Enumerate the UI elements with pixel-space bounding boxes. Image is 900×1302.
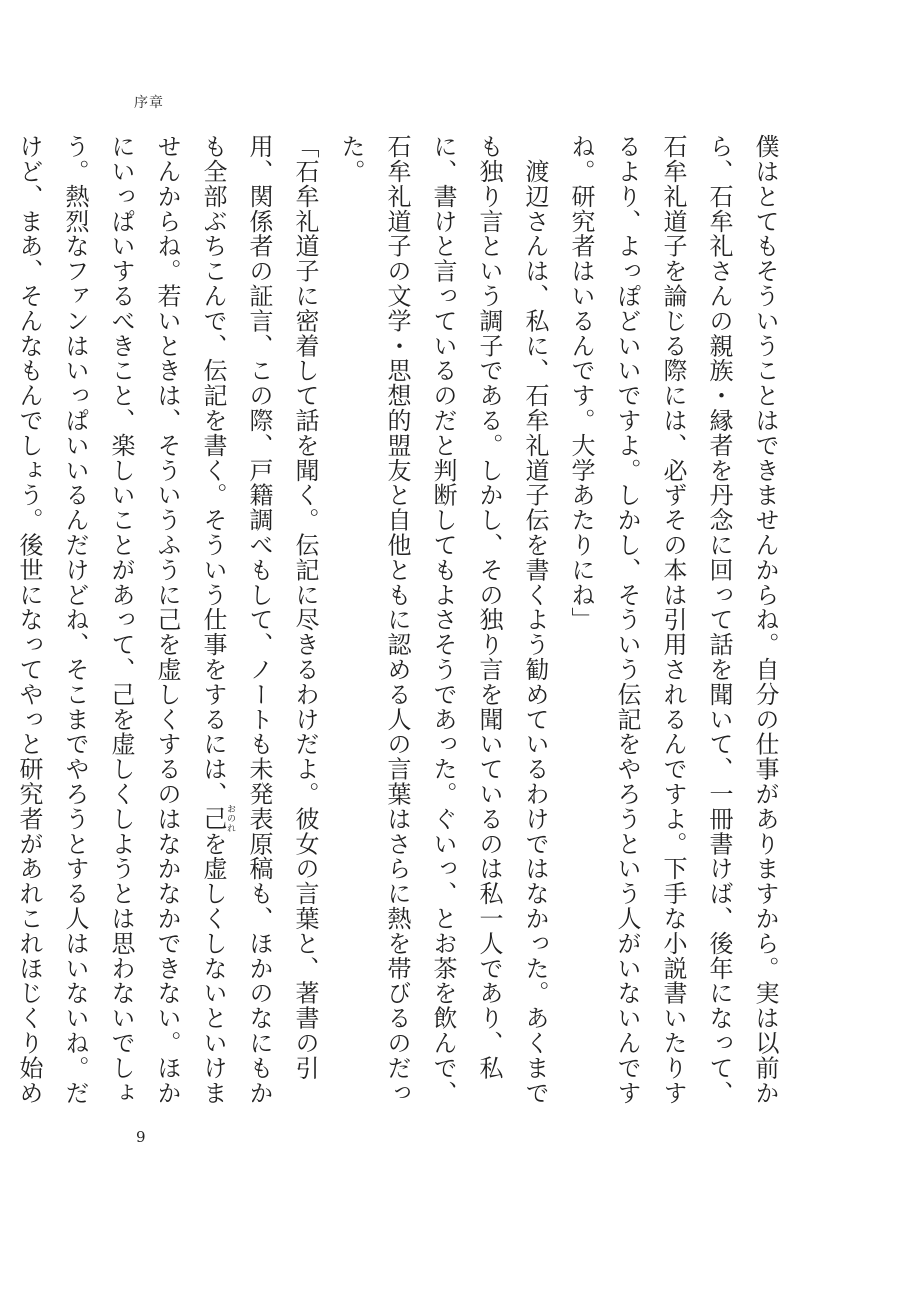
paragraph-text: を虚しくしないといけませんからね。若いときは、そういうふうに己を虚しくするのはなかなかできない。ほかにいっぱいするべきこと、楽しいことがあって、己を虚しくしようとは思わないでしょう。熱烈なファンはいっぱいいるんだけどね、そこまでやろうとする人はいないね。だけど、まあ、そんなもんでしょう。後世になってやっと研究者があれこれほじくり始め — [15, 134, 227, 1106]
page-number: 9 — [136, 1128, 146, 1146]
paragraph-quote-end: 僕はとてもそういうことはできませんからね。自分の仕事がありますから。実は以前から、石牟礼さんの親族・縁者を丹念に回って話を聞いて、一冊書けば、後年になって、石牟礼道子を論じる際には、必ずその本は引用されるんですよ。下手な小説書いたりするより、よっぽどいいですよ。しかし、そういう伝記をやろうという人がいないんですね。研究者はいるんです。大学あたりにね」 — [567, 134, 779, 1106]
paragraph-narration — [328, 134, 558, 1124]
paragraph-quote — [0, 134, 328, 1124]
body-text — [15, 134, 788, 1124]
running-head: 序章 — [134, 95, 164, 111]
paragraph-text: 石牟礼さんの親族・縁者を丹念に回って話を聞いて、一冊書けば、後年になって、石牟礼道子を論じる際には、必ずその本は引用されるんですよ。下手な小説書いたりするより、よっぽどいいですよ。しかし、そういう伝記をやろうという人がいないんですね。研究者はいるんです。大学あたりにね」 — [567, 134, 733, 1106]
paragraph-text: 「石牟礼道子に密着して話を聞く。伝記に尽きるわけだよ。彼女の言葉と、著書の引用、関係者の証言、この際、戸籍調べもして、ノートも未発表原稿も、ほかのなにもかも全部ぶちこんで、伝記を書く。そういう仕事をするには、 — [199, 134, 319, 1106]
ruby-annotation: 己おのれ — [199, 803, 235, 834]
paragraph-text: 渡辺さんは、私に、石牟礼道子伝を書くよう勧めているわけではなかった。あくまでも独り言という調子である。しかし、その独り言を聞いているのは私一人であり、私に、書けと言っているのだと判断してもよさそうであった。ぐいっ、とお茶を飲んで、石牟礼道子の文学・思想的盟友と自他ともに認める人の言葉はさらに熱を帯びるのだった。 — [337, 134, 549, 1106]
